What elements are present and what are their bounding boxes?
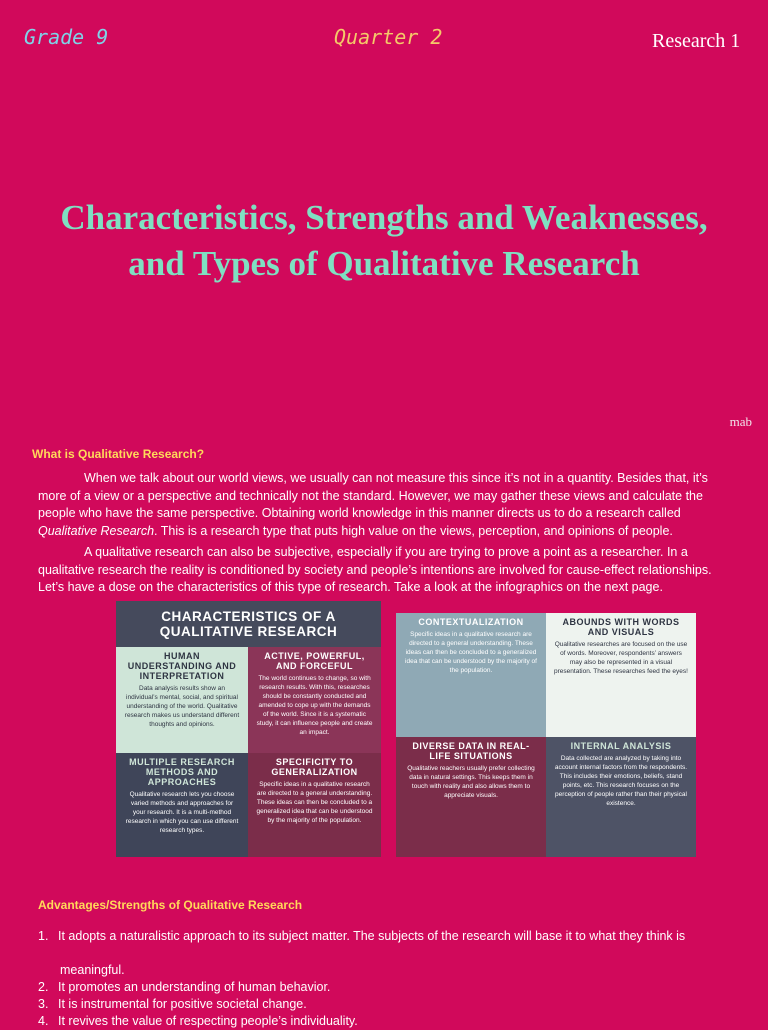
- infographic-title: CHARACTERISTICS OF A QUALITATIVE RESEARCH: [116, 601, 381, 647]
- emphasis-term: Qualitative Research: [38, 523, 155, 538]
- paragraph-subjectivity: [38, 544, 716, 597]
- card-heading: CONTEXTUALIZATION: [418, 617, 524, 627]
- list-item: [38, 928, 718, 945]
- card-body: Specific ideas in a qualitative research are directed to a general understanding. These ideas can then be concluded to a generalized idea that can be understood by the majority of the population.: [405, 631, 537, 674]
- card-active-powerful: [248, 647, 381, 753]
- list-number: 1.: [38, 929, 49, 943]
- list-text: It is instrumental for positive societal change.: [58, 997, 307, 1011]
- infographic-characteristics-continued: [396, 613, 696, 857]
- quarter-label: Quarter 2: [334, 25, 443, 49]
- card-heading: ACTIVE, POWERFUL, AND FORCEFUL: [264, 651, 365, 671]
- author-initials: mab: [729, 414, 752, 429]
- grade-label: Grade 9: [24, 25, 109, 49]
- infographic-characteristics: [116, 601, 381, 857]
- card-words-visuals: [546, 613, 696, 737]
- list-number: 4.: [38, 1014, 49, 1028]
- section-heading-what-is: What is Qualitative Research?: [32, 447, 205, 461]
- card-body: Specific ideas in a qualitative research are directed to a general understanding. These ideas can then be concluded to a generalized idea that can be understood by the majority of the population.: [256, 781, 373, 824]
- paragraph-definition: [38, 470, 716, 540]
- card-body: Qualitative research lets you choose varied methods and approaches for your research. It is a multi-method research in which you can use different research types.: [125, 791, 239, 834]
- card-contextualization: [396, 613, 546, 737]
- card-heading: DIVERSE DATA IN REAL-LIFE SITUATIONS: [412, 741, 530, 761]
- list-number: 2.: [38, 980, 49, 994]
- paragraph-text: When we talk about our world views, we usually can not measure this since it’s not in a quantity. Besides that, it’s more of a view or a perspective and technically not the standard. However, we may gather these views and calculate the people who have the same perspective. Obtaining world knowledge in this manner directs us to do a research called: [38, 471, 708, 520]
- subject-label: Research 1: [652, 30, 741, 52]
- list-item: [38, 1013, 718, 1030]
- list-item: [38, 979, 718, 996]
- card-body: Qualitative reachers usually prefer collecting data in natural settings. This keeps them in touch with reality and also allows them to appreciate visuals.: [407, 765, 535, 799]
- card-body: Data collected are analyzed by taking into account internal factors from the respondents. This includes their emotions, beliefs, stand points, etc. This research focuses on the perception of people rather than their physical existence.: [554, 755, 688, 807]
- list-item-continuation: meaningful.: [60, 963, 125, 977]
- card-heading: INTERNAL ANALYSIS: [570, 741, 672, 751]
- list-text: It adopts a naturalistic approach to its subject matter. The subjects of the research will base it to what they think is: [58, 929, 686, 943]
- list-number: 3.: [38, 997, 49, 1011]
- card-multiple-methods: [116, 753, 248, 857]
- list-text: It promotes an understanding of human behavior.: [58, 980, 331, 994]
- card-diverse-data: [396, 737, 546, 857]
- list-text: It revives the value of respecting people’s individuality.: [58, 1014, 358, 1028]
- card-heading: MULTIPLE RESEARCH METHODS AND APPROACHES: [129, 757, 235, 787]
- card-heading: SPECIFICITY TO GENERALIZATION: [271, 757, 358, 777]
- card-body: Data analysis results show an individual’s mental, social, and spiritual understanding of the world. Qualitative research makes us understand different thoughts and opinions.: [124, 685, 240, 728]
- card-body: Qualitative researches are focused on the use of words. Moreover, respondents’ answers may also be represented in a visual presentation. These researches feed the eyes!: [554, 641, 688, 675]
- section-heading-advantages: Advantages/Strengths of Qualitative Research: [38, 898, 303, 912]
- card-internal-analysis: [546, 737, 696, 857]
- card-specificity: [248, 753, 381, 857]
- card-heading: HUMAN UNDERSTANDING AND INTERPRETATION: [127, 651, 237, 681]
- list-item: [38, 996, 718, 1013]
- card-human-understanding: [116, 647, 248, 753]
- page-title: Characteristics, Strengths and Weaknesses, and Types of Qualitative Research: [60, 198, 708, 283]
- paragraph-text: . This is a research type that puts high value on the views, perception, and opinions of people.: [154, 523, 673, 538]
- paragraph-text: A qualitative research can also be subjective, especially if you are trying to prove a point as a researcher. In a qualitative research the reality is conditioned by society and people’s intentions are involved for cause-effect relationships. Let’s have a dose on the characteristics of this type of research. Take a look at the infographics on the next page.: [38, 545, 712, 594]
- card-body: The world continues to change, so with research results. With this, researches should be constantly conducted and amended to cope up with the demands of the world. Since it is a systematic study, it can influence people and create an impact.: [256, 675, 373, 736]
- card-heading: ABOUNDS WITH WORDS AND VISUALS: [562, 617, 680, 637]
